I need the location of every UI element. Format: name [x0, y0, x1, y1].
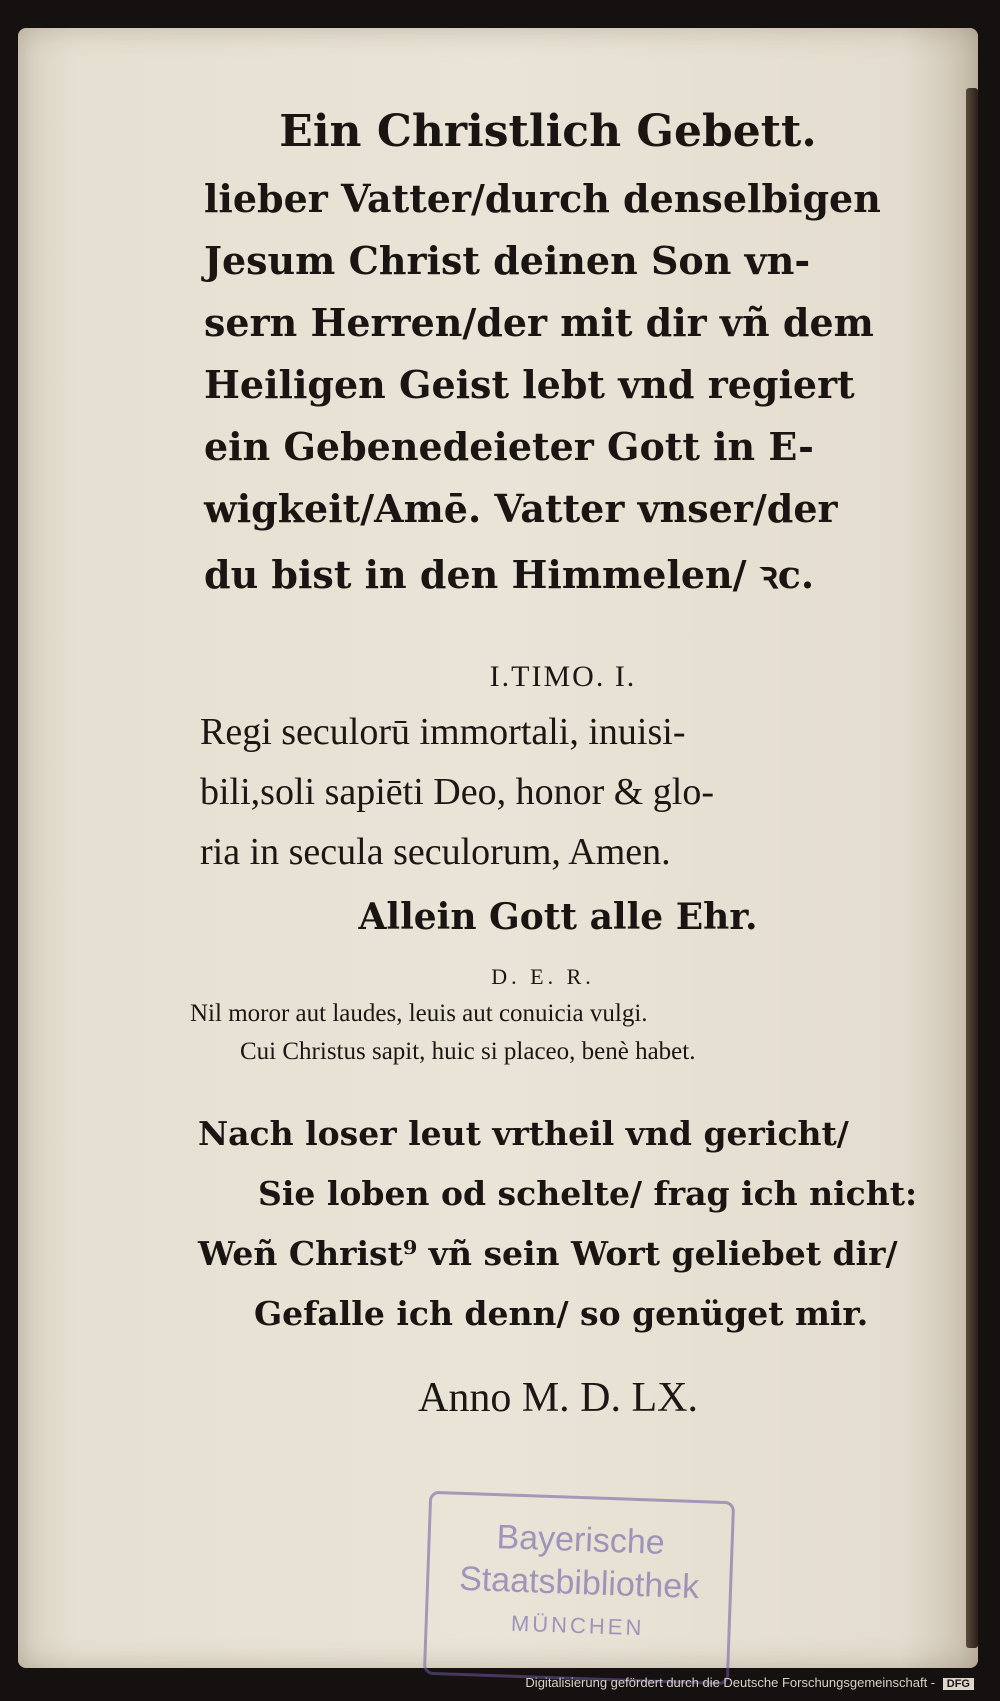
- stamp-line: MÜNCHEN: [510, 1610, 645, 1641]
- distich-line: Nil moror aut laudes, leuis aut conuicia vulgi.: [190, 1000, 648, 1027]
- date-line: Anno M. D. LX.: [418, 1375, 698, 1421]
- distich-line: Cui Christus sapit, huic si placeo, benè habet.: [240, 1038, 696, 1065]
- prayer-line: sern Herren/der mit dir vñ dem: [204, 300, 874, 345]
- latin-line: ria in secula seculorum, Amen.: [200, 831, 671, 873]
- prayer-line: Jesum Christ deinen Son vn-: [204, 238, 811, 283]
- prayer-line: ein Gebenedeieter Gott in E-: [204, 424, 814, 469]
- footer-text: Digitalisierung gefördert durch die Deutsche Forschungsgemeinschaft -: [525, 1675, 936, 1690]
- latin-line: Regi seculorū immortali, inuisi-: [200, 711, 686, 753]
- german-verse-line: Nach loser leut vrtheil vnd gericht/: [198, 1114, 849, 1153]
- book-page: [18, 28, 978, 1668]
- scripture-reference: I.TIMO. I.: [489, 660, 637, 693]
- german-verse-line: Weñ Christ⁹ vñ sein Wort geliebet dir/: [198, 1234, 898, 1273]
- prayer-line: du bist in den Himmelen/ ꝛc.: [204, 552, 815, 597]
- digitization-footer: [0, 1675, 1000, 1699]
- initials: D. E. R.: [491, 964, 595, 989]
- latin-line: bili,soli sapiēti Deo, honor & glo-: [200, 771, 715, 813]
- prayer-line: wigkeit/Amē. Vatter vnser/der: [204, 486, 838, 531]
- motto: Allein Gott alle Ehr.: [358, 896, 758, 938]
- dfg-logo: DFG: [943, 1678, 974, 1690]
- stamp-line: Staatsbibliothek: [458, 1559, 700, 1607]
- library-stamp: [423, 1491, 735, 1686]
- prayer-line: lieber Vatter/durch denselbigen: [204, 176, 881, 221]
- prayer-heading: Ein Christlich Gebett.: [279, 106, 817, 157]
- german-verse-line: Sie loben od schelte/ frag ich nicht:: [258, 1174, 918, 1213]
- german-verse-line: Gefalle ich denn/ so genüget mir.: [254, 1294, 869, 1333]
- stamp-line: Bayerische: [495, 1518, 666, 1562]
- prayer-line: Heiligen Geist lebt vnd regiert: [204, 362, 855, 407]
